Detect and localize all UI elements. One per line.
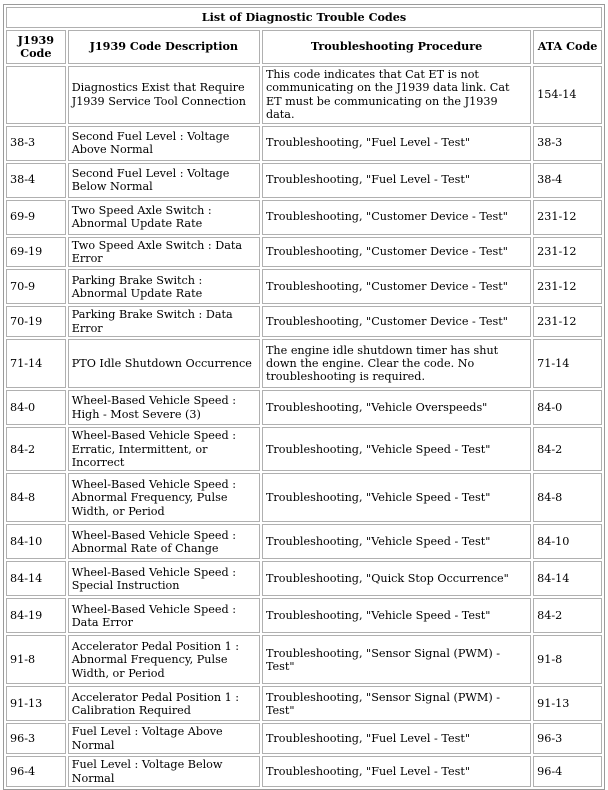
table-row	[6, 200, 602, 235]
ata-code-cell: 231-12	[533, 237, 602, 268]
description-cell: Two Speed Axle Switch : Abnormal Update Rate	[68, 200, 260, 235]
table-row	[6, 427, 602, 471]
procedure-cell: Troubleshooting, "Customer Device - Test"	[262, 269, 531, 304]
table-row	[6, 723, 602, 754]
j1939-code-cell: 91-13	[6, 686, 66, 721]
ata-code-cell: 91-8	[533, 635, 602, 684]
procedure-cell: Troubleshooting, "Customer Device - Test"	[262, 237, 531, 268]
table-row	[6, 269, 602, 304]
description-cell: Fuel Level : Voltage Below Normal	[68, 756, 260, 787]
table-row	[6, 756, 602, 787]
j1939-code-cell: 38-4	[6, 163, 66, 198]
procedure-cell: Troubleshooting, "Vehicle Overspeeds"	[262, 390, 531, 425]
table-row	[6, 237, 602, 268]
procedure-cell: Troubleshooting, "Vehicle Speed - Test"	[262, 524, 531, 559]
table-row	[6, 163, 602, 198]
procedure-cell: Troubleshooting, "Fuel Level - Test"	[262, 756, 531, 787]
dtc-table-container	[3, 4, 605, 790]
table-title: List of Diagnostic Trouble Codes	[6, 7, 602, 28]
description-cell: Accelerator Pedal Position 1 : Abnormal Frequency, Pulse Width, or Period	[68, 635, 260, 684]
procedure-cell: Troubleshooting, "Customer Device - Test"	[262, 200, 531, 235]
j1939-code-cell: 84-10	[6, 524, 66, 559]
table-row	[6, 561, 602, 596]
j1939-code-cell: 84-8	[6, 473, 66, 522]
procedure-cell: Troubleshooting, "Fuel Level - Test"	[262, 126, 531, 161]
ata-code-cell: 84-0	[533, 390, 602, 425]
ata-code-cell: 84-2	[533, 598, 602, 633]
j1939-code-cell: 84-14	[6, 561, 66, 596]
description-cell: Wheel-Based Vehicle Speed : Data Error	[68, 598, 260, 633]
table-row	[6, 390, 602, 425]
procedure-cell: Troubleshooting, "Vehicle Speed - Test"	[262, 598, 531, 633]
table-body	[6, 66, 602, 787]
ata-code-cell: 38-4	[533, 163, 602, 198]
description-cell: Fuel Level : Voltage Above Normal	[68, 723, 260, 754]
j1939-code-cell: 70-19	[6, 306, 66, 337]
description-cell: Wheel-Based Vehicle Speed : High - Most Severe (3)	[68, 390, 260, 425]
description-cell: Wheel-Based Vehicle Speed : Abnormal Frequency, Pulse Width, or Period	[68, 473, 260, 522]
description-cell: Second Fuel Level : Voltage Above Normal	[68, 126, 260, 161]
procedure-cell: Troubleshooting, "Fuel Level - Test"	[262, 163, 531, 198]
j1939-code-cell: 96-3	[6, 723, 66, 754]
procedure-cell: Troubleshooting, "Vehicle Speed - Test"	[262, 427, 531, 471]
j1939-code-cell: 96-4	[6, 756, 66, 787]
ata-code-cell: 84-2	[533, 427, 602, 471]
table-row	[6, 635, 602, 684]
description-cell: Parking Brake Switch : Abnormal Update Rate	[68, 269, 260, 304]
j1939-code-cell: 84-19	[6, 598, 66, 633]
description-cell: Accelerator Pedal Position 1 : Calibration Required	[68, 686, 260, 721]
procedure-cell: Troubleshooting, "Vehicle Speed - Test"	[262, 473, 531, 522]
ata-code-cell: 71-14	[533, 339, 602, 388]
description-cell: Wheel-Based Vehicle Speed : Abnormal Rate of Change	[68, 524, 260, 559]
ata-code-cell: 154-14	[533, 66, 602, 124]
j1939-code-cell: 69-9	[6, 200, 66, 235]
j1939-code-cell: 84-2	[6, 427, 66, 471]
j1939-code-cell: 71-14	[6, 339, 66, 388]
j1939-code-cell: 91-8	[6, 635, 66, 684]
header-j1939-code: J1939 Code	[6, 30, 66, 64]
j1939-code-cell: 70-9	[6, 269, 66, 304]
header-ata-code: ATA Code	[533, 30, 602, 64]
ata-code-cell: 231-12	[533, 269, 602, 304]
j1939-code-cell	[6, 66, 66, 124]
description-cell: Two Speed Axle Switch : Data Error	[68, 237, 260, 268]
table-row	[6, 686, 602, 721]
header-troubleshooting-procedure: Troubleshooting Procedure	[262, 30, 531, 64]
description-cell: Second Fuel Level : Voltage Below Normal	[68, 163, 260, 198]
description-cell: Wheel-Based Vehicle Speed : Erratic, Intermittent, or Incorrect	[68, 427, 260, 471]
ata-code-cell: 96-3	[533, 723, 602, 754]
procedure-cell: This code indicates that Cat ET is not communicating on the J1939 data link. Cat ET must be communicating on the J1939 data.	[262, 66, 531, 124]
procedure-cell: Troubleshooting, "Fuel Level - Test"	[262, 723, 531, 754]
description-cell: Diagnostics Exist that Require J1939 Service Tool Connection	[68, 66, 260, 124]
ata-code-cell: 84-14	[533, 561, 602, 596]
description-cell: Wheel-Based Vehicle Speed : Special Instruction	[68, 561, 260, 596]
procedure-cell: Troubleshooting, "Sensor Signal (PWM) - Test"	[262, 686, 531, 721]
ata-code-cell: 96-4	[533, 756, 602, 787]
description-cell: PTO Idle Shutdown Occurrence	[68, 339, 260, 388]
ata-code-cell: 84-10	[533, 524, 602, 559]
table-header-row	[6, 30, 602, 64]
procedure-cell: Troubleshooting, "Quick Stop Occurrence"	[262, 561, 531, 596]
table-row	[6, 66, 602, 124]
table-row	[6, 473, 602, 522]
table-row	[6, 339, 602, 388]
j1939-code-cell: 84-0	[6, 390, 66, 425]
table-row	[6, 524, 602, 559]
j1939-code-cell: 69-19	[6, 237, 66, 268]
table-title-row	[6, 7, 602, 28]
ata-code-cell: 91-13	[533, 686, 602, 721]
table-row	[6, 126, 602, 161]
procedure-cell: The engine idle shutdown timer has shut down the engine. Clear the code. No troubleshooting is required.	[262, 339, 531, 388]
table-row	[6, 306, 602, 337]
header-code-description: J1939 Code Description	[68, 30, 260, 64]
procedure-cell: Troubleshooting, "Customer Device - Test"	[262, 306, 531, 337]
description-cell: Parking Brake Switch : Data Error	[68, 306, 260, 337]
procedure-cell: Troubleshooting, "Sensor Signal (PWM) - Test"	[262, 635, 531, 684]
j1939-code-cell: 38-3	[6, 126, 66, 161]
table-row	[6, 598, 602, 633]
dtc-table	[3, 4, 605, 790]
ata-code-cell: 231-12	[533, 200, 602, 235]
ata-code-cell: 84-8	[533, 473, 602, 522]
ata-code-cell: 231-12	[533, 306, 602, 337]
ata-code-cell: 38-3	[533, 126, 602, 161]
